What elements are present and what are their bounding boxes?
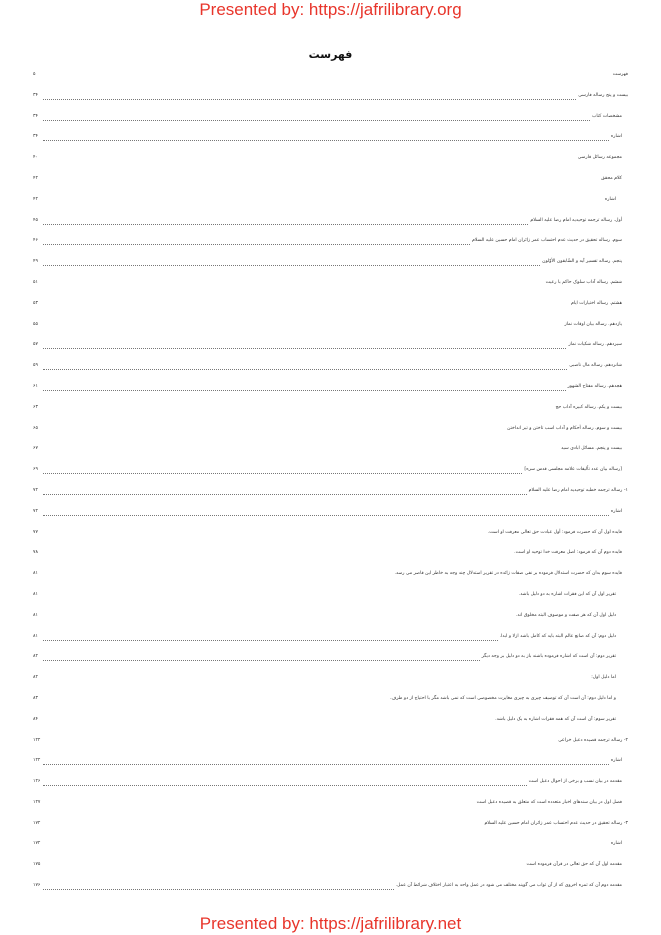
toc-entry-title[interactable]: و اما دلیل دوم: آن است آن که توصیف چیزی به چیزی مغایرت مخصوصی است که نمی باشد مگر با احتیاج از دو طرف. — [390, 695, 616, 701]
top-watermark-banner: Presented by: https://jafrilibrary.org — [199, 0, 462, 19]
toc-entry-title[interactable]: فهرست — [612, 72, 628, 77]
toc-entry-page-number: ۸۲ — [33, 654, 38, 660]
dot-leader — [43, 489, 527, 495]
toc-entry-page-number: ۱۷۲ — [33, 841, 41, 847]
toc-entry-page-number: ۵۵ — [33, 321, 38, 327]
toc-entry[interactable] — [33, 71, 628, 92]
toc-entry[interactable] — [33, 113, 628, 134]
toc-entry[interactable] — [33, 383, 628, 404]
toc-entry[interactable] — [33, 258, 628, 279]
dot-leader — [43, 510, 609, 516]
toc-entry-page-number: ۵۱ — [33, 279, 38, 285]
page-title: فهرست — [308, 48, 353, 61]
toc-entry-title[interactable]: اشاره — [610, 134, 622, 140]
dot-leader — [43, 822, 482, 827]
toc-entry-page-number: ۴۹ — [33, 259, 38, 265]
dot-leader — [43, 614, 514, 619]
toc-entry-title[interactable]: فصل اول در بیان سندهای اخبار متعدده است که متعلق به قصیده دعبل است — [476, 799, 622, 805]
dot-leader — [43, 343, 566, 349]
toc-entry-title[interactable]: بیست و پنجم. مسائل ابادی سید — [561, 446, 622, 452]
toc-entry[interactable] — [33, 445, 628, 466]
dot-leader — [43, 385, 566, 391]
toc-entry-page-number: ۵۷ — [33, 342, 38, 348]
toc-entry-page-number: ۸۴ — [33, 716, 38, 722]
dot-leader — [43, 115, 590, 121]
toc-entry[interactable] — [33, 425, 628, 446]
toc-entry-page-number: ۱۷۶ — [33, 883, 41, 889]
toc-entry-page-number: ۳۴ — [33, 113, 38, 119]
toc-entry[interactable] — [33, 321, 628, 342]
toc-entry[interactable] — [33, 757, 628, 778]
dot-leader — [43, 239, 470, 245]
dot-leader — [43, 406, 553, 411]
dot-leader — [43, 718, 493, 723]
toc-entry-title[interactable]: اما دلیل اول: — [591, 675, 616, 681]
dot-leader — [43, 260, 540, 266]
dot-leader — [43, 884, 394, 890]
toc-entry[interactable] — [33, 799, 628, 820]
toc-entry[interactable] — [33, 237, 628, 258]
toc-entry[interactable] — [33, 404, 628, 425]
toc-entry-page-number: ۸۳ — [33, 695, 38, 701]
dot-leader — [43, 593, 517, 598]
toc-entry[interactable] — [33, 362, 628, 383]
toc-entry-title[interactable]: اشاره — [610, 508, 622, 514]
toc-entry-page-number: ۶۵ — [33, 425, 38, 431]
toc-entry-page-number: ۴۰ — [33, 155, 38, 161]
dot-leader — [43, 177, 599, 182]
toc-entry-page-number: ۱۲۲ — [33, 758, 41, 764]
toc-entry-page-number: ۴۵ — [33, 217, 38, 223]
toc-entry[interactable] — [33, 570, 628, 591]
toc-entry[interactable] — [33, 341, 628, 362]
toc-entry-page-number: ۸۱ — [33, 612, 38, 618]
toc-entry-page-number: ۴۶ — [33, 238, 38, 244]
toc-entry[interactable] — [33, 778, 628, 799]
toc-entry-page-number: ۶۹ — [33, 467, 38, 473]
toc-entry[interactable] — [33, 175, 628, 196]
toc-entry[interactable] — [33, 133, 628, 154]
toc-entry[interactable] — [33, 737, 628, 758]
toc-entry-page-number: ۷۸ — [33, 550, 38, 556]
toc-entry-page-number: ۴۲ — [33, 175, 38, 181]
toc-entry-page-number: ۳۴ — [33, 92, 38, 98]
toc-entry[interactable] — [33, 861, 628, 882]
toc-entry-title[interactable]: بیست و پنج رساله فارسی — [578, 92, 628, 98]
toc-entry-title[interactable]: اشاره — [610, 841, 622, 847]
toc-entry-title[interactable]: أول. رساله ترجمه توحیدیه امام رضا علیه السلام — [530, 217, 622, 223]
dot-leader — [43, 676, 589, 681]
toc-entry[interactable] — [33, 508, 628, 529]
toc-entry-page-number: ۸۲ — [33, 675, 38, 681]
toc-entry[interactable] — [33, 653, 628, 674]
toc-entry-page-number: ۵ — [33, 72, 36, 77]
toc-entry-page-number: ۱۷۵ — [33, 862, 41, 868]
toc-entry[interactable] — [33, 612, 628, 633]
toc-entry-title[interactable]: فایده اول آن که حضرت فرمود: أول عبادت حق تعالی معرفت او است. — [487, 529, 622, 535]
toc-entry-title[interactable]: دلیل دوم: آن که صانع عالم البته باید که کامل باشد ازلا و ابدا. — [499, 633, 616, 639]
toc-entry-page-number: ۶۷ — [33, 446, 38, 452]
toc-entry-page-number: ۴۲ — [33, 196, 38, 202]
toc-entry[interactable] — [33, 840, 628, 861]
dot-leader — [43, 801, 475, 806]
toc-entry-page-number: ۶۳ — [33, 404, 38, 410]
toc-entry-page-number: ۸۱ — [33, 571, 38, 577]
dot-leader — [43, 863, 525, 868]
toc-entry-title[interactable]: بیست و سوم. رساله أحکام و آداب اسب تاختن و تیر انداختن — [507, 425, 622, 431]
toc-entry-title[interactable]: مشخصات کتاب — [592, 113, 622, 119]
dot-leader — [43, 198, 603, 203]
toc-entry-title[interactable]: دلیل اول آن که هر صفت و موصوف البته مخلوق اند. — [515, 612, 616, 618]
toc-entry-title[interactable]: مقدمه دوم آن که ثمره اخروی که از آن ثواب می گویند مختلف می شود در عمل واحد به اعتبار اختلاف شرائط آن عمل. — [395, 883, 622, 889]
toc-entry-title[interactable]: یازدهم. رساله بیان اوقات نماز — [564, 321, 622, 327]
dot-leader — [43, 759, 609, 765]
toc-entry-title[interactable]: فایده سوم بدان که حضرت استدلال فرموده بر نفی صفات زائده در تقریر استدلال چند وجه به خاطر این قاصر می رسد. — [394, 571, 622, 577]
toc-entry-title[interactable]: مقدمه اول آن که حق تعالی در قرآن فرموده است — [526, 862, 622, 868]
toc-entry-page-number: ۱۲۷ — [33, 799, 41, 805]
toc-entry[interactable] — [33, 217, 628, 238]
toc-entry-title[interactable]: مجموعه رسائل فارسی — [577, 155, 622, 161]
toc-entry-title[interactable]: ۱- رساله ترجمه خطبه توحیدیه امام رضا علیه السلام — [528, 487, 628, 493]
toc-entry-title[interactable]: تقریر دوم: آن است که اشاره فرموده باشند باز به دو دلیل بر وجه دیگر — [481, 654, 616, 660]
toc-entry-page-number: ۸۱ — [33, 591, 38, 597]
toc-entry-title[interactable]: هجدهم. رساله مفتاح الشهور — [567, 383, 622, 389]
toc-entry[interactable] — [33, 154, 628, 175]
dot-leader — [43, 447, 559, 452]
toc-entry[interactable] — [33, 820, 628, 841]
toc-entry[interactable] — [33, 716, 628, 737]
dot-leader — [43, 323, 563, 328]
toc-entry-title[interactable]: ششم. رساله آداب سلوک حاکم با رعیت — [545, 279, 622, 285]
toc-entry-title[interactable]: بیست و یکم. رساله کبیره آداب حج — [555, 404, 622, 410]
toc-entry-page-number: ۵۳ — [33, 300, 38, 306]
dot-leader — [43, 156, 576, 161]
dot-leader — [43, 135, 609, 141]
toc-entry-page-number: ۶۱ — [33, 383, 38, 389]
toc-entry[interactable] — [33, 549, 628, 570]
dot-leader — [43, 551, 512, 556]
toc-entry[interactable] — [33, 882, 628, 903]
toc-entry[interactable] — [33, 674, 628, 695]
toc-entry[interactable] — [33, 487, 628, 508]
toc-entry[interactable] — [33, 529, 628, 550]
dot-leader — [43, 302, 569, 307]
toc-entry-title[interactable]: کلام محقق — [601, 175, 622, 181]
toc-entry-title[interactable]: سوم. رساله تحقیق در حدیث عدم احتساب عمر زائران امام حسین علیه السلام — [472, 238, 622, 244]
dot-leader — [43, 655, 480, 661]
dot-leader — [43, 780, 527, 786]
toc-entry-page-number: ۸۱ — [33, 633, 38, 639]
toc-entry[interactable] — [33, 695, 628, 716]
toc-entry-title[interactable]: [رساله بیان عدد تألیفات علامه مجلسی قدس سره] — [524, 467, 622, 473]
toc-entry-title[interactable]: پنجم. رساله تفسیر آیه و السّابقون الأوّلون — [542, 259, 622, 265]
table-of-contents — [33, 71, 628, 903]
toc-entry[interactable] — [33, 633, 628, 654]
dot-leader — [43, 697, 388, 702]
toc-entry-title[interactable]: تقریر سوم: آن است آن که همه فقرات اشاره به یک دلیل باشد. — [495, 716, 616, 722]
toc-entry-title[interactable]: هشتم. رساله اختیارات ایام — [570, 300, 622, 306]
dot-leader — [43, 427, 505, 432]
dot-leader — [43, 364, 567, 370]
toc-entry-page-number: ۷۷ — [33, 529, 38, 535]
toc-entry[interactable] — [33, 300, 628, 321]
dot-leader — [43, 531, 486, 536]
toc-entry-title[interactable]: سیزدهم. رساله شکیات نماز — [568, 342, 622, 348]
toc-entry[interactable] — [33, 92, 628, 113]
toc-entry-page-number: ۷۲ — [33, 508, 38, 514]
dot-leader — [43, 739, 556, 744]
bottom-watermark-banner: Presented by: https://jafrilibrary.net — [199, 914, 462, 933]
toc-entry-page-number: ۵۹ — [33, 363, 38, 369]
toc-entry-title[interactable]: ۲- رساله ترجمه قصیده دعبل خزاعی — [558, 737, 628, 743]
toc-entry-page-number: ۱۲۲ — [33, 737, 41, 743]
dot-leader — [43, 842, 609, 847]
toc-entry-title[interactable]: اشاره — [604, 196, 616, 202]
dot-leader — [43, 468, 522, 474]
toc-entry-title[interactable]: مقدمه در بیان نسب و برخی از احوال دعبل است — [528, 779, 622, 785]
toc-entry[interactable] — [33, 591, 628, 612]
dot-leader — [43, 635, 498, 641]
toc-entry-title[interactable]: اشاره — [610, 758, 622, 764]
toc-entry-page-number: ۳۴ — [33, 134, 38, 140]
toc-entry-page-number: ۱۷۲ — [33, 820, 41, 826]
dot-leader — [43, 73, 611, 78]
toc-entry-title[interactable]: تقریر اول آن که این فقرات اشاره به دو دلیل باشد. — [518, 591, 616, 597]
dot-leader — [43, 281, 544, 286]
dot-leader — [43, 219, 528, 225]
toc-entry[interactable] — [33, 279, 628, 300]
toc-entry-page-number: ۱۲۶ — [33, 779, 41, 785]
toc-entry-title[interactable]: شانزدهم. رساله مال ناصبی — [569, 363, 622, 369]
toc-entry-title[interactable]: ۳- رساله تحقیق در حدیث عدم احتساب عمر زائران امام حسین علیه السلام — [484, 820, 628, 826]
toc-entry[interactable] — [33, 466, 628, 487]
dot-leader — [43, 572, 392, 577]
toc-entry[interactable] — [33, 196, 628, 217]
toc-entry-page-number: ۷۲ — [33, 487, 38, 493]
dot-leader — [43, 94, 576, 100]
toc-entry-title[interactable]: فایده دوم آن که فرمود: اصل معرفت خدا توحید او است. — [514, 550, 622, 556]
